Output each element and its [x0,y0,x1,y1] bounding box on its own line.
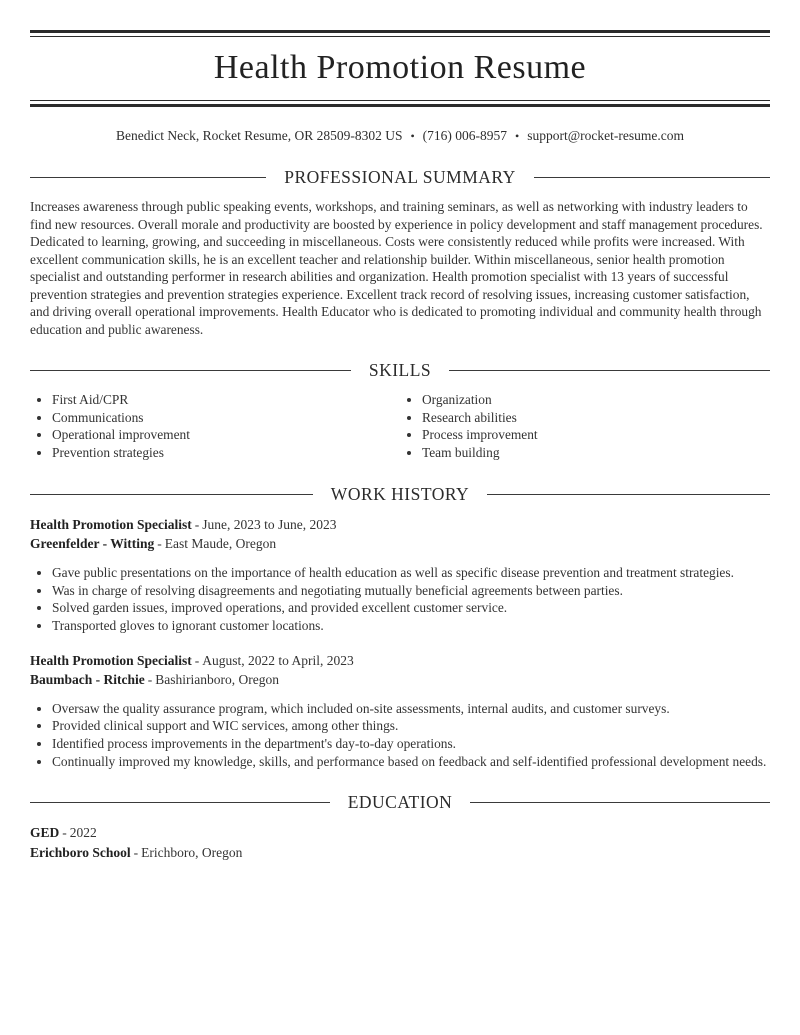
contact-separator-dot: • [410,129,415,143]
education-year: 2022 [69,825,97,841]
job-title: Health Promotion Specialist [30,516,192,532]
education-degree-line [30,823,770,843]
skill-item: • Prevention strategies [52,444,400,462]
header-bottom-rule [30,100,770,107]
separator-dash: - [62,825,67,841]
skill-item: • Operational improvement [52,426,400,444]
job-entry [30,515,770,635]
job-company-line [30,534,770,554]
heading-rule-left [30,370,351,371]
job-bullet: • Was in charge of resolving disagreements and negotiating mutually beneficial agreements between parties. [52,582,770,600]
skills-heading-text: SKILLS [368,360,432,380]
contact-separator-dot: • [515,129,520,143]
education-school-line [30,843,770,863]
job-company: Greenfelder - Witting [30,536,155,552]
job-location: East Maude, Oregon [164,536,277,552]
contact-line [30,127,770,145]
separator-dash: - [157,536,162,552]
heading-rule-left [30,802,330,803]
education-heading-text: EDUCATION [347,792,453,813]
job-bullet: • Identified process improvements in the department's day-to-day operations. [52,735,770,753]
skill-item: • Organization [422,391,770,409]
job-title: Health Promotion Specialist [30,652,192,668]
contact-email: support@rocket-resume.com [527,128,684,143]
education-location: Erichboro, Oregon [141,844,243,860]
job-title-line [30,651,770,671]
section-heading-education [30,792,770,813]
skill-item: • Process improvement [422,426,770,444]
heading-rule-right [487,494,770,495]
job-entry [30,651,770,771]
job-title-line [30,515,770,535]
job-bullet: • Provided clinical support and WIC services, among other things. [52,717,770,735]
skill-item: • Team building [422,444,770,462]
skill-item: • Communications [52,409,400,427]
heading-rule-left [30,494,313,495]
education-school: Erichboro School [30,844,131,860]
summary-paragraph: Increases awareness through public speaking events, workshops, and training seminars, as well as networking with industry leaders to find new resources. Overall morale and productivity are boosted by experience in policy development and staff management procedures. Dedicated to learning, growing, and succeeding in miscellaneous. Costs were consistently reduced while profits were increased. With excellent communication skills, he is an excellent teacher and relationship builder. Within miscellaneous, senior health promotion specialist and outstanding performer in research abilities and organization. Health promotion specialist with 13 years of successful prevention strategies and prevention strategies experience. Excellent track record of resolving issues, increasing customer satisfaction, and driving overall operational improvements. Health Educator who is dedicated to promoting individual and community health through education and public awareness. [30,199,763,337]
job-bullet: • Oversaw the quality assurance program, which included on-site assessments, internal audits, and customer surveys. [52,700,770,718]
job-bullet: • Gave public presentations on the importance of health education as well as specific disease prevention and treatment strategies. [52,564,770,582]
heading-rule-left [30,177,266,178]
separator-dash: - [194,652,200,668]
job-bullet: • Transported gloves to ignorant customer locations. [52,617,770,635]
contact-address: Benedict Neck, Rocket Resume, OR 28509-8302 US [116,128,403,143]
separator-dash: - [147,672,153,688]
education-entry [30,823,770,862]
professional-summary-heading-text: PROFESSIONAL SUMMARY [284,167,516,187]
contact-phone: (716) 006-8957 [422,128,508,143]
job-location: Bashirianboro, Oregon [155,672,279,688]
heading-rule-right [449,370,770,371]
job-bullet-list [30,700,770,771]
section-heading-skills [30,360,770,381]
skills-list [30,391,770,462]
skills-column-2 [400,391,770,462]
job-dates: August, 2022 to April, 2023 [202,652,354,668]
header-top-rule [30,30,770,37]
section-heading-work-history [30,484,770,505]
heading-rule-right [470,802,770,803]
skills-column-1 [30,391,400,462]
heading-rule-right [534,177,770,178]
page-title: Health Promotion Resume [213,49,587,86]
skill-item: • First Aid/CPR [52,391,400,409]
job-company-line [30,670,770,690]
job-bullet: • Continually improved my knowledge, skills, and performance based on feedback and self-identified professional development needs. [52,753,770,771]
job-dates: June, 2023 to June, 2023 [202,516,337,532]
skill-item: • Research abilities [422,409,770,427]
separator-dash: - [194,516,200,532]
education-degree: GED [30,825,60,841]
job-company: Baumbach - Ritchie [30,672,145,688]
separator-dash: - [133,844,139,860]
section-heading-professional-summary [30,167,770,188]
job-bullet-list [30,564,770,635]
work-history-heading-text: WORK HISTORY [330,483,470,504]
job-bullet: • Solved garden issues, improved operations, and provided excellent customer service. [52,599,770,617]
